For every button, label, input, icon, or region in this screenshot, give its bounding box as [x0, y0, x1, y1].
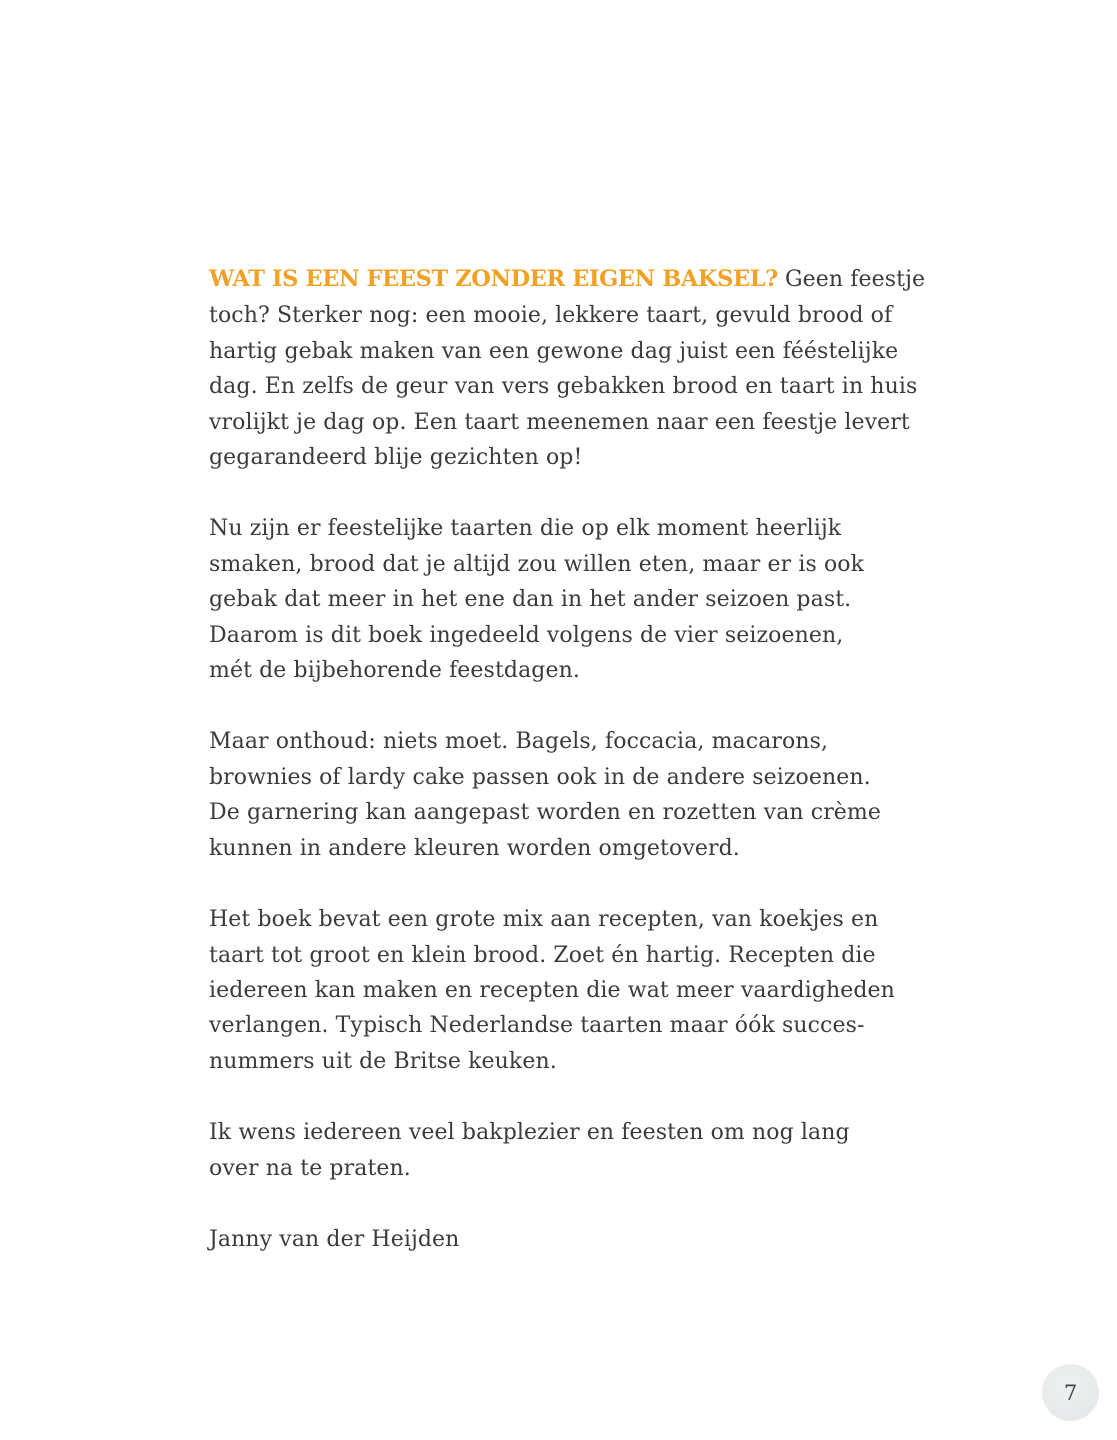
page-number-badge — [1042, 1364, 1099, 1421]
text-line: mét de bijbehorende feestdagen. — [209, 658, 580, 684]
text-line: Daarom is dit boek ingedeeld volgens de vier seizoenen, — [209, 622, 844, 648]
text-line: gebak dat meer in het ene dan in het ander seizoen past. — [209, 587, 852, 613]
text-line: Janny van der Heijden — [209, 1226, 460, 1252]
text-line: Ik wens iedereen veel bakplezier en feesten om nog lang — [209, 1120, 850, 1146]
paragraph-intro — [209, 262, 939, 475]
text-line: kunnen in andere kleuren worden omgetoverd. — [209, 835, 740, 861]
text-line: Nu zijn er feestelijke taarten die op elk moment heerlijk — [209, 516, 842, 542]
text-line: De garnering kan aangepast worden en rozetten van crème — [209, 800, 882, 826]
foreword-text — [209, 262, 939, 1293]
text-line: verlangen. Typisch Nederlandse taarten maar óók succes- — [209, 1013, 865, 1039]
paragraph-flexibility — [209, 724, 939, 866]
text-line: smaken, brood dat je altijd zou willen eten, maar er is ook — [209, 551, 865, 577]
text-line: taart tot groot en klein brood. Zoet én hartig. Recepten die — [209, 942, 876, 968]
text-line: hartig gebak maken van een gewone dag juist een fééstelijke — [209, 338, 899, 364]
author-signature — [209, 1222, 939, 1257]
lead-tail-text: Geen feestje — [777, 267, 926, 292]
text-line: over na te praten. — [209, 1155, 411, 1181]
text-line: gegarandeerd blije gezichten op! — [209, 445, 583, 471]
section-heading: WAT IS EEN FEEST ZONDER EIGEN BAKSEL? — [209, 266, 778, 292]
page-number: 7 — [1063, 1380, 1078, 1405]
text-line: dag. En zelfs de geur van vers gebakken brood en taart in huis — [209, 374, 918, 400]
paragraph-recipes-mix — [209, 902, 939, 1079]
paragraph-wish — [209, 1115, 939, 1186]
text-line: Het boek bevat een grote mix aan recepten, van koekjes en — [209, 907, 879, 933]
text-line: brownies of lardy cake passen ook in de andere seizoenen. — [209, 764, 871, 790]
text-line: Maar onthoud: niets moet. Bagels, foccacia, macarons, — [209, 729, 829, 755]
text-line: vrolijkt je dag op. Een taart meenemen naar een feestje levert — [209, 409, 910, 435]
paragraph-seasons — [209, 511, 939, 688]
text-line: toch? Sterker nog: een mooie, lekkere taart, gevuld brood of — [209, 303, 893, 329]
text-line: iedereen kan maken en recepten die wat meer vaardigheden — [209, 977, 895, 1003]
lead-line — [209, 262, 939, 298]
text-line: nummers uit de Britse keuken. — [209, 1048, 557, 1074]
